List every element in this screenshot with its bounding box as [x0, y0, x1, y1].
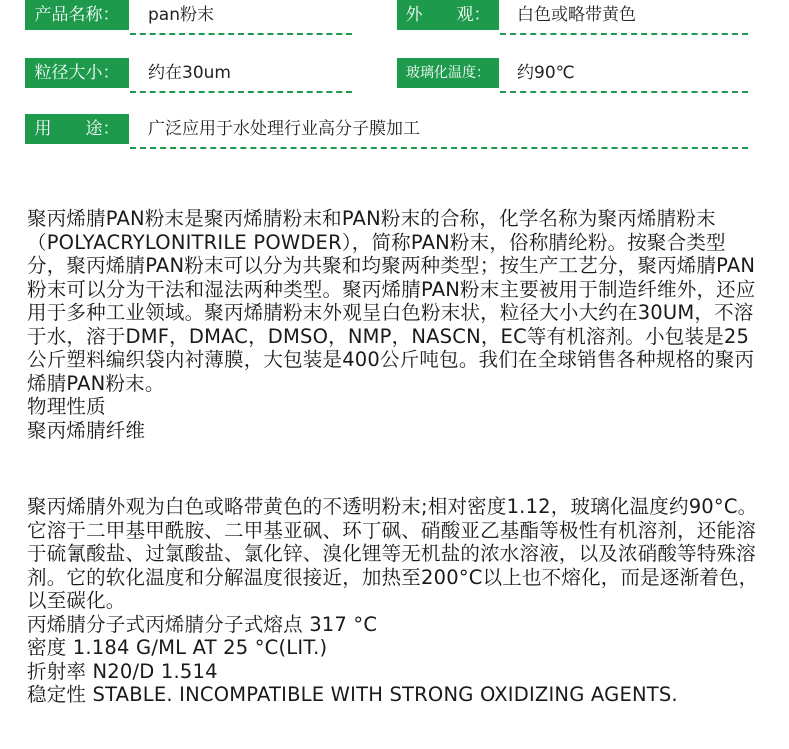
divider-line — [500, 33, 748, 35]
properties-paragraph: 聚丙烯腈外观为白色或略带黄色的不透明粉末;相对密度1.12，玻璃化温度约90°C。它溶于二甲基甲酰胺、二甲基亚砜、环丁砜、硝酸亚乙基酯等极性有机溶剂，还能溶于硫氰酸盐、过氯酸盐、氯化锌、溴化锂等无机盐的浓水溶液，以及浓硝酸等特殊溶剂。它的软化温度和分解温度很接近，加热至200°C以上也不熔化，而是逐渐着色，以至碳化。 — [27, 495, 759, 612]
appearance-label: 外 观： — [397, 0, 499, 30]
usage-label: 用 途： — [25, 114, 129, 144]
intro-paragraph: 聚丙烯腈PAN粉末是聚丙烯腈粉末和PAN粉末的合称，化学名称为聚丙烯腈粉末（POLYACRYLONITRILE POWDER），简称PAN粉末，俗称腈纶粉。按聚合类型分，聚丙烯腈PAN粉末可以分为共聚和均聚两种类型；按生产工艺分，聚丙烯腈PAN粉末可以分为干法和湿法两种类型。聚丙烯腈PAN粉末主要被用于制造纤维外，还应用于多种工业领域。聚丙烯腈粉末外观呈白色粉末状，粒径大小大约在30UM，不溶于水，溶于DMF，DMAC，DMSO，NMP，NASCN，EC等有机溶剂。小包装是25公斤塑料编织袋内衬薄膜，大包装是400公斤吨包。我们在全球销售各种规格的聚丙烯腈PAN粉末。 — [27, 207, 756, 395]
fiber-heading: 聚丙烯腈纤维 — [27, 418, 146, 442]
product-name-value: pan粉末 — [148, 5, 214, 25]
product-name-label: 产品名称： — [25, 0, 129, 30]
melting-point-line: 丙烯腈分子式丙烯腈分子式熔点 317 °C — [27, 612, 378, 636]
glass-transition-value: 约90℃ — [517, 63, 575, 83]
intro-section — [27, 207, 765, 442]
refractive-index-line: 折射率 N20/D 1.514 — [27, 659, 218, 683]
particle-size-value: 约在30um — [148, 63, 231, 83]
divider-line — [130, 91, 352, 93]
density-line: 密度 1.184 G/ML AT 25 °C(LIT.) — [27, 636, 328, 659]
spec-row-particle — [0, 58, 789, 88]
spec-row-name — [0, 0, 789, 30]
particle-size-label: 粒径大小： — [25, 58, 129, 88]
spec-row-usage — [0, 114, 789, 144]
properties-section — [27, 495, 765, 707]
stability-line: 稳定性 STABLE. INCOMPATIBLE WITH STRONG OXIDIZING AGENTS. — [27, 683, 678, 706]
physical-properties-heading: 物理性质 — [27, 395, 106, 418]
appearance-value: 白色或略带黄色 — [517, 5, 636, 25]
glass-transition-label: 玻璃化温度： — [397, 58, 499, 88]
divider-line — [130, 147, 748, 149]
divider-line — [500, 91, 748, 93]
usage-value: 广泛应用于水处理行业高分子膜加工 — [148, 119, 420, 139]
divider-line — [130, 33, 352, 35]
